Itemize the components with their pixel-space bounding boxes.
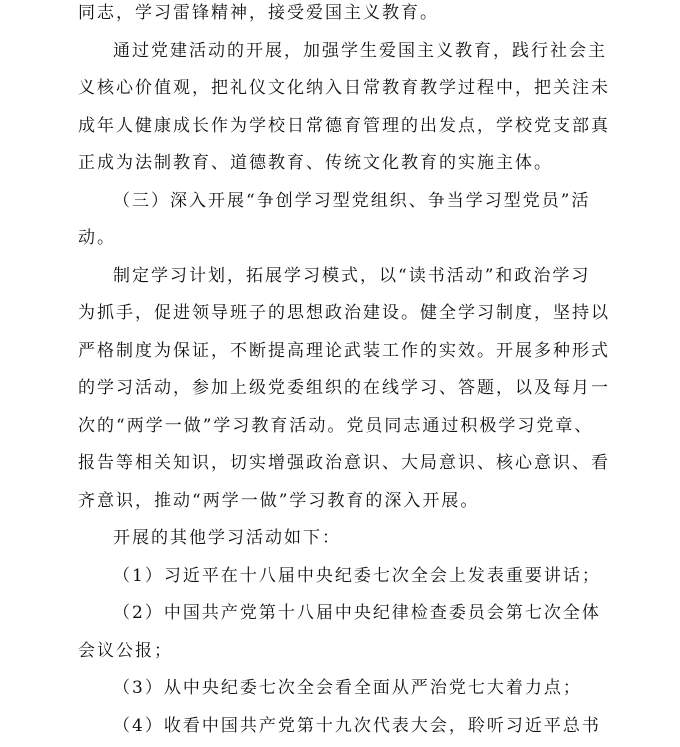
paragraph-line: 次的“两学一做”学习教育活动。党员同志通过积极学习党章、 — [78, 416, 594, 436]
paragraph-line: 齐意识，推动“两学一做”学习教育的深入开展。 — [78, 491, 480, 511]
paragraph-line: 制定学习计划，拓展学习模式，以“读书活动”和政治学习 — [113, 266, 591, 286]
paragraph-line: 开展的其他学习活动如下： — [113, 528, 341, 548]
paragraph-line: 成年人健康成长作为学校日常德育管理的出发点，学校党支部真 — [78, 116, 610, 136]
paragraph-line: 正成为法制教育、道德教育、传统文化教育的实施主体。 — [78, 153, 553, 173]
paragraph-line: 通过党建活动的开展，加强学生爱国主义教育，践行社会主 — [113, 41, 607, 61]
list-item: （4）收看中国共产党第十九次代表大会，聆听习近平总书 — [113, 716, 601, 736]
paragraph-line: 的学习活动，参加上级党委组织的在线学习、答题，以及每月一 — [78, 378, 610, 398]
list-item: （1）习近平在十八届中央纪委七次全会上发表重要讲话； — [113, 566, 601, 586]
paragraph-line: 严格制度为保证，不断提高理论武装工作的实效。开展多种形式 — [78, 341, 610, 361]
paragraph-line: 报告等相关知识，切实增强政治意识、大局意识、核心意识、看 — [78, 453, 610, 473]
section-heading: 动。 — [78, 228, 116, 248]
list-item: 会议公报； — [78, 641, 173, 661]
list-item: （3）从中央纪委七次全会看全面从严治党七大着力点； — [113, 678, 582, 698]
paragraph-line: 为抓手，促进领导班子的思想政治建设。健全学习制度，坚持以 — [78, 303, 610, 323]
paragraph-line: 同志，学习雷锋精神，接受爱国主义教育。 — [78, 3, 439, 23]
section-heading: （三）深入开展“争创学习型党组织、争当学习型党员”活 — [113, 191, 591, 211]
list-item: （2）中国共产党第十八届中央纪律检查委员会第七次全体 — [113, 603, 601, 623]
paragraph-line: 义核心价值观，把礼仪文化纳入日常教育教学过程中，把关注未 — [78, 78, 610, 98]
